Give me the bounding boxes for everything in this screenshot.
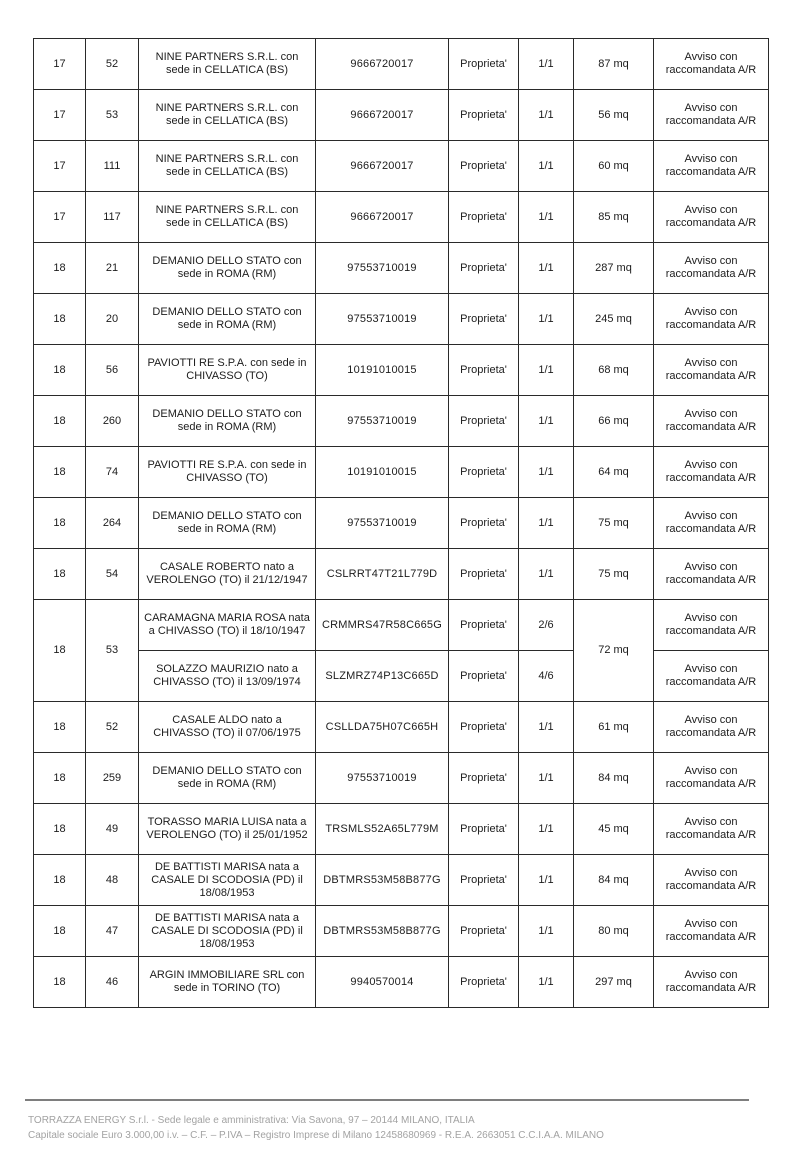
- cell-share: 1/1: [519, 957, 574, 1008]
- cell-fiscal-code: 10191010015: [316, 345, 449, 396]
- cell-right-type: Proprieta': [449, 498, 519, 549]
- cell-fiscal-code: TRSMLS52A65L779M: [316, 804, 449, 855]
- cell-foglio: 18: [34, 447, 86, 498]
- cell-notice: Avviso con raccomandata A/R: [654, 600, 769, 651]
- cell-share: 1/1: [519, 345, 574, 396]
- cell-particella: 49: [86, 804, 139, 855]
- cell-particella: 74: [86, 447, 139, 498]
- cell-fiscal-code: DBTMRS53M58B877G: [316, 906, 449, 957]
- cell-right-type: Proprieta': [449, 804, 519, 855]
- table-row: [34, 39, 769, 90]
- cell-foglio: 17: [34, 192, 86, 243]
- cell-fiscal-code: 9666720017: [316, 39, 449, 90]
- table-row: [34, 396, 769, 447]
- cell-area: 61 mq: [574, 702, 654, 753]
- cell-notice: Avviso con raccomandata A/R: [654, 192, 769, 243]
- cell-owner-name: NINE PARTNERS S.R.L. con sede in CELLATICA (BS): [139, 39, 316, 90]
- cell-notice: Avviso con raccomandata A/R: [654, 243, 769, 294]
- cell-fiscal-code: 9666720017: [316, 141, 449, 192]
- cell-particella: 56: [86, 345, 139, 396]
- cell-notice: Avviso con raccomandata A/R: [654, 804, 769, 855]
- table-row: [34, 294, 769, 345]
- cell-fiscal-code: 9666720017: [316, 192, 449, 243]
- cell-particella: 47: [86, 906, 139, 957]
- table-row: [34, 243, 769, 294]
- cell-fiscal-code: DBTMRS53M58B877G: [316, 855, 449, 906]
- table-row: [34, 549, 769, 600]
- cell-particella: 52: [86, 39, 139, 90]
- cell-notice: Avviso con raccomandata A/R: [654, 906, 769, 957]
- cell-notice: Avviso con raccomandata A/R: [654, 957, 769, 1008]
- footer-divider: [25, 1099, 749, 1101]
- table-row: [34, 855, 769, 906]
- cell-right-type: Proprieta': [449, 396, 519, 447]
- cell-area: 60 mq: [574, 141, 654, 192]
- cell-fiscal-code: CSLRRT47T21L779D: [316, 549, 449, 600]
- cell-right-type: Proprieta': [449, 906, 519, 957]
- cell-area: 75 mq: [574, 498, 654, 549]
- table-row: [34, 90, 769, 141]
- cell-particella: 53: [86, 600, 139, 702]
- cell-owner-name: ARGIN IMMOBILIARE SRL con sede in TORINO (TO): [139, 957, 316, 1008]
- cell-area: 45 mq: [574, 804, 654, 855]
- cell-particella: 264: [86, 498, 139, 549]
- cell-owner-name: NINE PARTNERS S.R.L. con sede in CELLATICA (BS): [139, 141, 316, 192]
- cell-share: 1/1: [519, 498, 574, 549]
- cell-fiscal-code: 97553710019: [316, 753, 449, 804]
- cell-owner-name: DEMANIO DELLO STATO con sede in ROMA (RM): [139, 243, 316, 294]
- cell-area: 245 mq: [574, 294, 654, 345]
- cell-notice: Avviso con raccomandata A/R: [654, 855, 769, 906]
- cell-share: 1/1: [519, 702, 574, 753]
- cell-foglio: 18: [34, 804, 86, 855]
- cell-owner-name: DEMANIO DELLO STATO con sede in ROMA (RM): [139, 294, 316, 345]
- cell-share: 1/1: [519, 396, 574, 447]
- cell-area: 84 mq: [574, 855, 654, 906]
- footer-company-line: TORRAZZA ENERGY S.r.l. - Sede legale e amministrativa: Via Savona, 97 – 20144 MILANO, ITALIA: [28, 1115, 475, 1126]
- cell-share: 1/1: [519, 855, 574, 906]
- cell-owner-name: DEMANIO DELLO STATO con sede in ROMA (RM): [139, 498, 316, 549]
- cell-right-type: Proprieta': [449, 141, 519, 192]
- cell-area: 80 mq: [574, 906, 654, 957]
- cell-foglio: 17: [34, 39, 86, 90]
- cell-particella: 48: [86, 855, 139, 906]
- cell-owner-name: PAVIOTTI RE S.P.A. con sede in CHIVASSO (TO): [139, 345, 316, 396]
- cell-owner-name: CARAMAGNA MARIA ROSA nata a CHIVASSO (TO) il 18/10/1947: [139, 600, 316, 651]
- cell-owner-name: CASALE ALDO nato a CHIVASSO (TO) il 07/06/1975: [139, 702, 316, 753]
- cell-share: 1/1: [519, 753, 574, 804]
- cell-right-type: Proprieta': [449, 957, 519, 1008]
- cell-foglio: 18: [34, 600, 86, 702]
- cell-fiscal-code: 9940570014: [316, 957, 449, 1008]
- cadastral-owners-table: [33, 38, 769, 1008]
- cell-right-type: Proprieta': [449, 855, 519, 906]
- table-row: [34, 753, 769, 804]
- cell-foglio: 18: [34, 702, 86, 753]
- cell-right-type: Proprieta': [449, 243, 519, 294]
- cell-particella: 21: [86, 243, 139, 294]
- cell-share: 2/6: [519, 600, 574, 651]
- cell-fiscal-code: 97553710019: [316, 243, 449, 294]
- cell-share: 1/1: [519, 906, 574, 957]
- cell-right-type: Proprieta': [449, 600, 519, 651]
- cell-notice: Avviso con raccomandata A/R: [654, 447, 769, 498]
- cell-particella: 260: [86, 396, 139, 447]
- cell-right-type: Proprieta': [449, 39, 519, 90]
- cell-area: 72 mq: [574, 600, 654, 702]
- cell-right-type: Proprieta': [449, 90, 519, 141]
- cell-foglio: 18: [34, 549, 86, 600]
- cell-share: 4/6: [519, 651, 574, 702]
- table-body: [34, 39, 769, 1008]
- cell-notice: Avviso con raccomandata A/R: [654, 498, 769, 549]
- cell-foglio: 18: [34, 906, 86, 957]
- cell-owner-name: NINE PARTNERS S.R.L. con sede in CELLATICA (BS): [139, 90, 316, 141]
- cell-fiscal-code: 10191010015: [316, 447, 449, 498]
- table-row: [34, 702, 769, 753]
- cell-share: 1/1: [519, 549, 574, 600]
- cell-right-type: Proprieta': [449, 651, 519, 702]
- cell-foglio: 18: [34, 345, 86, 396]
- cell-owner-name: DEMANIO DELLO STATO con sede in ROMA (RM): [139, 396, 316, 447]
- table-row: [34, 957, 769, 1008]
- footer-registration-line: Capitale sociale Euro 3.000,00 i.v. – C.F. – P.IVA – Registro Imprese di Milano 12458680969 - R.E.A. 2663051 C.C.I.A.A. MILANO: [28, 1130, 604, 1141]
- table-row: [34, 192, 769, 243]
- cell-right-type: Proprieta': [449, 447, 519, 498]
- cell-owner-name: SOLAZZO MAURIZIO nato a CHIVASSO (TO) il 13/09/1974: [139, 651, 316, 702]
- cell-right-type: Proprieta': [449, 753, 519, 804]
- cell-notice: Avviso con raccomandata A/R: [654, 396, 769, 447]
- cell-particella: 54: [86, 549, 139, 600]
- cell-notice: Avviso con raccomandata A/R: [654, 549, 769, 600]
- table-row: [34, 141, 769, 192]
- cell-notice: Avviso con raccomandata A/R: [654, 141, 769, 192]
- cell-owner-name: DE BATTISTI MARISA nata a CASALE DI SCODOSIA (PD) il 18/08/1953: [139, 855, 316, 906]
- cell-share: 1/1: [519, 39, 574, 90]
- cell-share: 1/1: [519, 804, 574, 855]
- cell-area: 287 mq: [574, 243, 654, 294]
- cell-right-type: Proprieta': [449, 549, 519, 600]
- cell-area: 87 mq: [574, 39, 654, 90]
- cell-notice: Avviso con raccomandata A/R: [654, 294, 769, 345]
- cell-area: 66 mq: [574, 396, 654, 447]
- cell-share: 1/1: [519, 90, 574, 141]
- cell-notice: Avviso con raccomandata A/R: [654, 702, 769, 753]
- cell-particella: 117: [86, 192, 139, 243]
- cell-share: 1/1: [519, 294, 574, 345]
- cell-foglio: 18: [34, 243, 86, 294]
- cell-foglio: 18: [34, 498, 86, 549]
- cell-notice: Avviso con raccomandata A/R: [654, 90, 769, 141]
- cell-share: 1/1: [519, 243, 574, 294]
- cell-notice: Avviso con raccomandata A/R: [654, 345, 769, 396]
- table-row: [34, 651, 769, 702]
- cell-foglio: 18: [34, 396, 86, 447]
- cell-foglio: 17: [34, 141, 86, 192]
- cell-area: 64 mq: [574, 447, 654, 498]
- cell-notice: Avviso con raccomandata A/R: [654, 39, 769, 90]
- cell-area: 56 mq: [574, 90, 654, 141]
- cell-owner-name: PAVIOTTI RE S.P.A. con sede in CHIVASSO (TO): [139, 447, 316, 498]
- page-footer: [28, 1113, 768, 1143]
- cell-particella: 53: [86, 90, 139, 141]
- cell-fiscal-code: CRMMRS47R58C665G: [316, 600, 449, 651]
- cell-share: 1/1: [519, 192, 574, 243]
- table-row: [34, 447, 769, 498]
- cell-right-type: Proprieta': [449, 192, 519, 243]
- cell-particella: 52: [86, 702, 139, 753]
- cell-fiscal-code: 9666720017: [316, 90, 449, 141]
- table-row: [34, 498, 769, 549]
- cell-area: 85 mq: [574, 192, 654, 243]
- cell-foglio: 17: [34, 90, 86, 141]
- cell-right-type: Proprieta': [449, 345, 519, 396]
- cell-area: 297 mq: [574, 957, 654, 1008]
- cell-owner-name: DEMANIO DELLO STATO con sede in ROMA (RM): [139, 753, 316, 804]
- cell-particella: 111: [86, 141, 139, 192]
- cell-foglio: 18: [34, 753, 86, 804]
- cell-area: 68 mq: [574, 345, 654, 396]
- cell-particella: 20: [86, 294, 139, 345]
- table-row: [34, 906, 769, 957]
- cell-fiscal-code: CSLLDA75H07C665H: [316, 702, 449, 753]
- cell-share: 1/1: [519, 141, 574, 192]
- cell-particella: 46: [86, 957, 139, 1008]
- table-row: [34, 345, 769, 396]
- cell-fiscal-code: 97553710019: [316, 294, 449, 345]
- cell-particella: 259: [86, 753, 139, 804]
- table-row: [34, 600, 769, 651]
- cell-foglio: 18: [34, 294, 86, 345]
- cell-owner-name: TORASSO MARIA LUISA nata a VEROLENGO (TO) il 25/01/1952: [139, 804, 316, 855]
- cell-fiscal-code: 97553710019: [316, 396, 449, 447]
- cell-notice: Avviso con raccomandata A/R: [654, 753, 769, 804]
- cell-owner-name: DE BATTISTI MARISA nata a CASALE DI SCODOSIA (PD) il 18/08/1953: [139, 906, 316, 957]
- cell-fiscal-code: 97553710019: [316, 498, 449, 549]
- cell-share: 1/1: [519, 447, 574, 498]
- cell-right-type: Proprieta': [449, 294, 519, 345]
- cell-notice: Avviso con raccomandata A/R: [654, 651, 769, 702]
- cell-owner-name: CASALE ROBERTO nato a VEROLENGO (TO) il 21/12/1947: [139, 549, 316, 600]
- cell-right-type: Proprieta': [449, 702, 519, 753]
- cell-foglio: 18: [34, 855, 86, 906]
- cell-foglio: 18: [34, 957, 86, 1008]
- cell-fiscal-code: SLZMRZ74P13C665D: [316, 651, 449, 702]
- cell-area: 75 mq: [574, 549, 654, 600]
- table-row: [34, 804, 769, 855]
- cell-area: 84 mq: [574, 753, 654, 804]
- cell-owner-name: NINE PARTNERS S.R.L. con sede in CELLATICA (BS): [139, 192, 316, 243]
